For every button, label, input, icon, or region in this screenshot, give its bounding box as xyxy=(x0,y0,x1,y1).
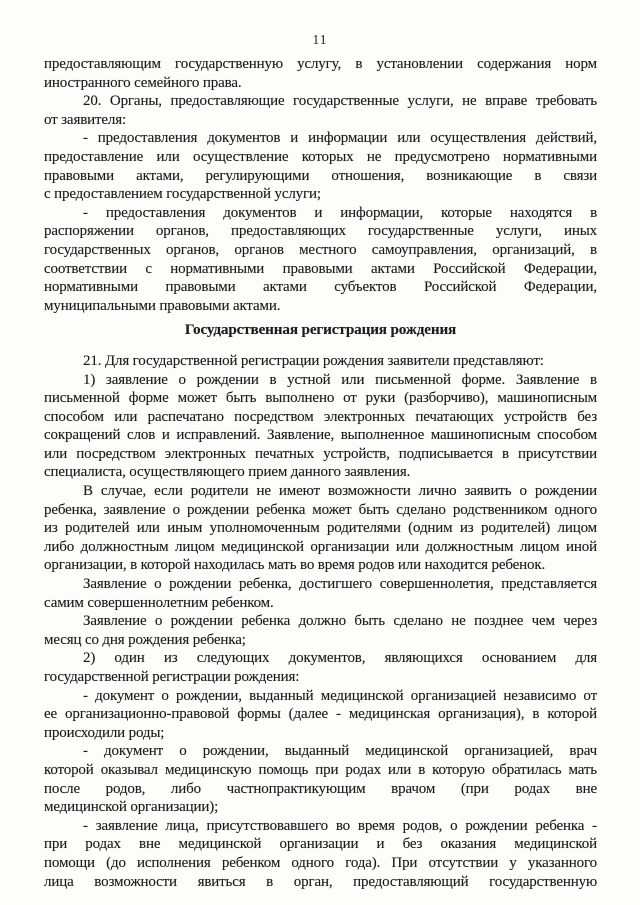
text-line: происходили роды; xyxy=(44,724,165,741)
text-line: - документ о рождении, выданный медицинской организацией независимо от xyxy=(83,687,597,704)
text-line: медицинской организации); xyxy=(44,799,219,816)
text-line: Заявление о рождении ребенка должно быть сделано не позднее чем через xyxy=(83,613,597,630)
text-line: с предоставлением государственной услуги; xyxy=(44,186,321,203)
text-line: предоставляющим государственную услугу, в установлении содержания норм xyxy=(44,56,597,72)
text-line: - документ о рождении, выданный медицинской организацией, врач xyxy=(83,743,597,760)
text-line: после родов, либо частнопрактикующим врачом (при родах вне xyxy=(44,780,597,797)
text-line: 2) один из следующих документов, являющихся основанием для xyxy=(83,650,597,667)
paragraph xyxy=(44,687,597,743)
paragraph xyxy=(44,575,597,612)
text-line: Заявление о рождении ребенка, достигшего совершеннолетия, представляется xyxy=(83,576,597,593)
text-line: иностранного семейного права. xyxy=(44,74,242,91)
text-line: из родителей или иным уполномоченным родителями (одним из родителей) лицом xyxy=(44,520,597,537)
text-line: 21. Для государственной регистрации рождения заявители представляют: xyxy=(83,352,544,369)
text-line: месяц со дня рождения ребенка; xyxy=(44,631,246,648)
text-line: предоставление или осуществление которых не предусмотрено нормативными xyxy=(44,148,597,165)
text-line: соответствии с нормативными правовыми актами Российской Федерации, xyxy=(44,260,597,277)
text-line: нормативными правовыми актами субъектов Российской Федерации, xyxy=(44,279,597,296)
text-line: самим совершеннолетним ребенком. xyxy=(44,594,274,611)
text-line: - предоставления документов и информации или осуществления действий, xyxy=(83,130,597,147)
paragraph xyxy=(44,204,597,316)
paragraph xyxy=(44,817,597,891)
text-line: - заявление лица, присутствовавшего во время родов, о рождении ребенка - xyxy=(83,817,597,834)
text-line: распоряжении органов, предоставляющих государственные услуги, иных xyxy=(44,223,597,240)
section-heading: Государственная регистрация рождения xyxy=(184,321,457,339)
paragraph xyxy=(44,129,597,203)
text-line: муниципальными правовыми актами. xyxy=(44,297,281,314)
paragraph xyxy=(44,612,597,649)
text-line: государственных органов, органов местного самоуправления, организаций, в xyxy=(44,241,597,258)
paragraph xyxy=(44,482,597,575)
text-line: способом или распечатано посредством электронных печатающих устройств без xyxy=(44,408,597,425)
text-line: ее организационно-правовой формы (далее - медицинская организация), в которой xyxy=(44,706,597,723)
text-line: ребенка, заявление о рождении ребенка может быть сделано родственником одного xyxy=(44,501,597,518)
text-line: от заявителя: xyxy=(44,111,127,128)
text-line: организации, в которой находилась мать во время родов или находится ребенок. xyxy=(44,557,546,574)
paragraph xyxy=(44,92,597,129)
text-line: В случае, если родители не имеют возможности лично заявить о рождении xyxy=(83,483,597,500)
page-number: 11 xyxy=(312,32,328,47)
text-line: или посредством электронных печатных устройств, подписывается в присутствии xyxy=(44,445,597,462)
text-line: правовыми актами, регулирующими отношения, возникающие в связи xyxy=(44,167,597,184)
text-line: государственной регистрации рождения: xyxy=(44,669,300,685)
text-line: специалиста, осуществляющего прием данного заявления. xyxy=(44,464,411,481)
paragraph xyxy=(44,371,597,483)
text-line: 1) заявление о рождении в устной или письменной форме. Заявление в xyxy=(83,371,597,388)
text-line: сокращений слов и исправлений. Заявление, выполненное машинописным способом xyxy=(44,427,597,444)
text-line: помощи (до исполнения ребенком одного года). При отсутствии у указанного xyxy=(44,854,597,871)
text-line: 20. Органы, предоставляющие государственные услуги, не вправе требовать xyxy=(83,93,597,110)
text-line: либо должностным лицом медицинской организации или должностным лицом иной xyxy=(44,538,597,555)
paragraph xyxy=(44,742,597,816)
text-line: при родах вне медицинской организации и без оказания медицинской xyxy=(44,836,597,853)
paragraph xyxy=(44,55,597,92)
paragraph xyxy=(44,352,597,371)
text-line: письменной форме может быть выполнено от руки (разборчиво), машинописным xyxy=(44,390,597,407)
text-line: лица возможности явиться в орган, предоставляющий государственную xyxy=(44,873,597,890)
paragraph xyxy=(44,649,597,686)
text-line: которой оказывал медицинскую помощь при родах или в которую обратилась мать xyxy=(44,761,597,778)
document-body xyxy=(44,55,597,891)
text-line: - предоставления документов и информации, которые находятся в xyxy=(83,204,597,221)
